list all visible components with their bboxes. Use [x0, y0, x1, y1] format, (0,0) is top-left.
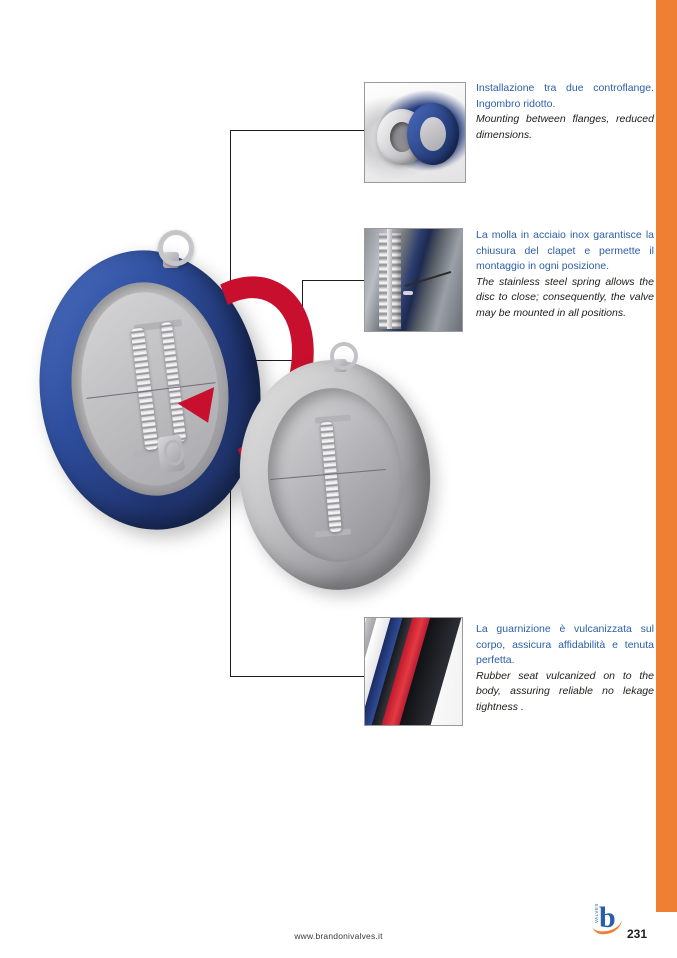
callout-2-english: The stainless steel spring allows the disc to close; consequently, the valve may be mounted in all positions. — [476, 275, 654, 319]
callout-1-english: Mounting between flanges, reduced dimensions. — [476, 113, 654, 141]
callout-mounting-between-flanges — [476, 81, 654, 143]
flange-ring-blue — [407, 103, 459, 165]
rubber-seat-section-photo — [364, 617, 463, 726]
spring-detail-photo — [364, 228, 463, 332]
spring-pin-collar — [403, 291, 413, 295]
blue-valve-eyebolt — [158, 230, 194, 266]
flange-pair-photo — [364, 82, 466, 183]
grey-valve-eyebolt — [330, 342, 358, 370]
logo-letter: b — [599, 901, 616, 934]
page-side-accent-bar — [656, 0, 677, 912]
spring-rod — [387, 229, 392, 329]
callout-stainless-steel-spring — [476, 228, 654, 321]
callout-3-english: Rubber seat vulcanized on to the body, assuring reliable no lekage tightness . — [476, 669, 654, 713]
footer-website-url[interactable]: www.brandonivalves.it — [294, 931, 383, 941]
page-number: 231 — [626, 927, 647, 941]
callout-1-italian: Installazione tra due controflange. Ingombro ridotto. — [476, 82, 654, 110]
logo-subtext: VALVES — [594, 903, 599, 923]
leader-line-to-flange-photo — [230, 130, 364, 131]
callout-2-italian: La molla in acciaio inox garantisce la chiusura del clapet e permette il montaggio in ogni posizione. — [476, 229, 654, 272]
callout-vulcanized-rubber-seat — [476, 622, 654, 715]
leader-line-to-seat-photo — [230, 676, 364, 677]
callout-3-italian: La guarnizione è vulcanizzata sul corpo, assicura affidabilità e tenuta perfetta. — [476, 623, 654, 666]
brandoni-valves-logo — [591, 901, 625, 939]
